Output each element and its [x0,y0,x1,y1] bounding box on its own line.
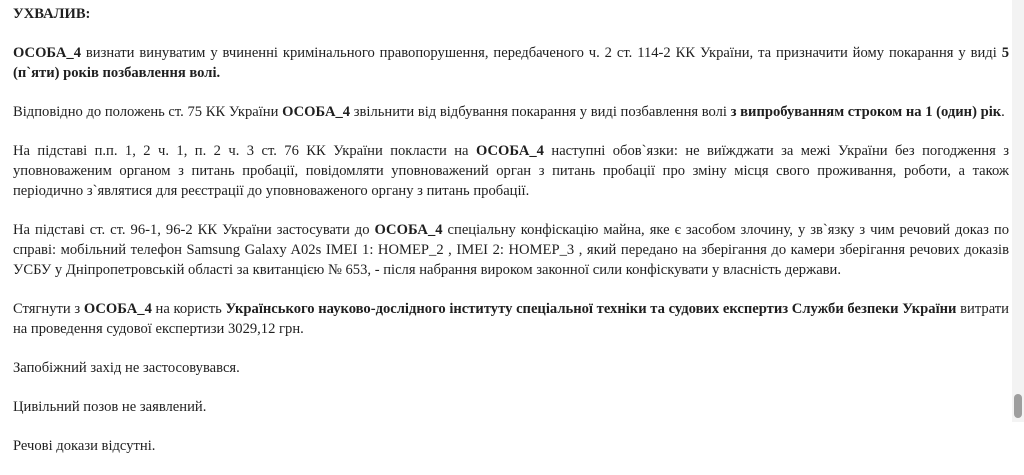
scrollbar-thumb[interactable] [1014,394,1022,418]
sentence-term: 5 (п`яти) років позбавлення волі. [13,45,1009,81]
probation-term: з випробуванням строком на 1 (один) рік [730,104,1002,120]
decision-heading: УХВАЛИВ: [13,6,91,22]
paragraph-expenses [13,299,1009,339]
institute-name: Українського науково-дослідного інституту спеціальної техніки та судових експертиз Служби безпеки України [225,301,957,317]
paragraph-text: Відповідно до положень ст. 75 КК України [13,104,283,120]
person-name: ОСОБА_4 [13,45,82,61]
paragraph-sentence [13,43,1009,83]
person-name: ОСОБА_4 [282,104,351,120]
paragraph-text: Стягнути з [13,301,84,317]
person-name: ОСОБА_4 [374,222,443,238]
paragraph-text: на користь [151,301,226,317]
person-name: ОСОБА_4 [475,143,544,159]
paragraph-text: визнати винуватим у вчиненні кримінального правопорушення, передбаченого ч. 2 ст. 114-2 КК України, та призначити йому покарання у виді [81,45,1002,61]
paragraph-evidence: Речові докази відсутні. [13,438,156,454]
paragraph-text: наступні обов`язки: не виїжджати за межі України без погодження з уповноваженим органом з питань пробації, повідомляти уповноважений орган з питань пробації про зміну місця свого проживання, роботи, а також періодично з`являтися для реєстрації до уповноваженого органу з питань пробації. [13,143,1010,199]
paragraph-confiscation [13,220,1009,280]
paragraph-text: звільнити від відбування покарання у виді позбавлення волі [350,104,731,120]
vertical-scrollbar[interactable] [1012,0,1024,422]
paragraph-text: На підставі п.п. 1, 2 ч. 1, п. 2 ч. 3 ст. 76 КК України покласти на [13,143,476,159]
person-name: ОСОБА_4 [83,301,152,317]
paragraph-text: витрати на проведення судової експертизи 3029,12 грн. [13,301,1009,337]
paragraph-civil-claim: Цивільний позов не заявлений. [13,399,207,415]
paragraph-probation [13,102,1009,122]
paragraph-preventive-measure: Запобіжний захід не застосовувався. [13,360,240,376]
paragraph-text: На підставі ст. ст. 96-1, 96-2 КК України застосувати до [13,222,375,238]
document-body [13,4,1009,475]
paragraph-obligations [13,141,1009,201]
paragraph-text: спеціальну конфіскацію майна, яке є засобом злочину, у зв`язку з чим речовий доказ по справі: мобільний телефон Samsung Galaxy A02s IMEI 1: НОМЕР_2 , IMEI 2: НОМЕР_3 , який передано на зберігання до камери зберігання речових доказів УСБУ у Дніпропетровській області за квитанцією № 653, - після набрання вироком законної сили конфіскувати у власність держави. [13,222,1009,278]
paragraph-text: . [1001,104,1005,120]
